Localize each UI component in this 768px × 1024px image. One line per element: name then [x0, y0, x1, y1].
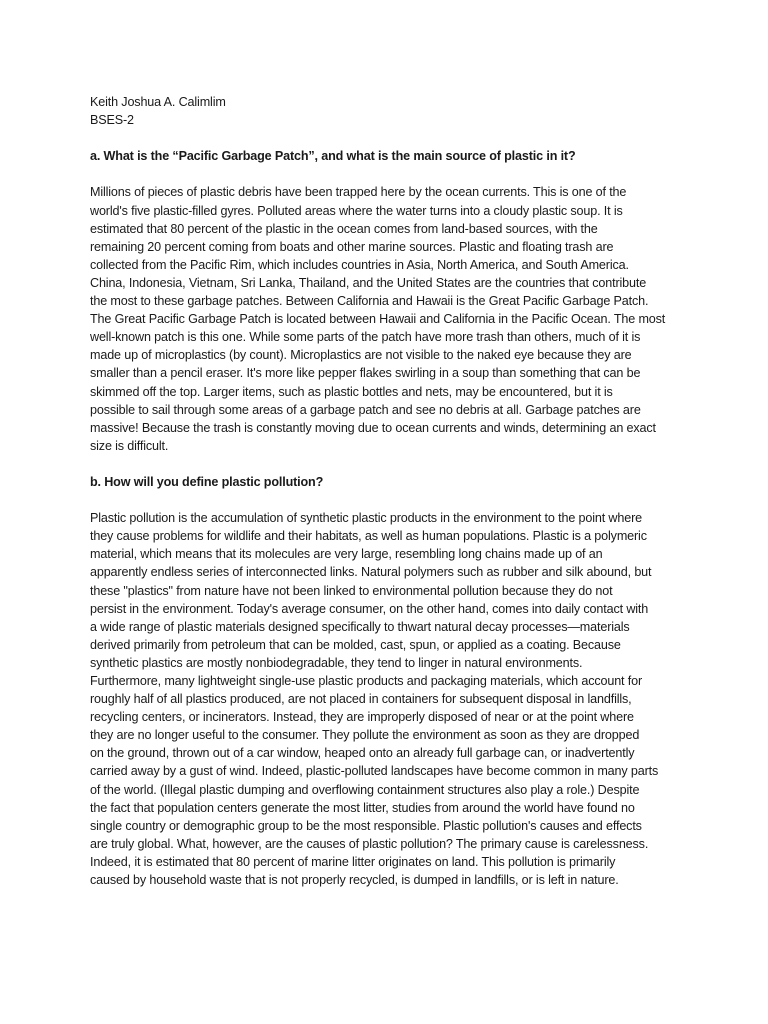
document-body	[90, 93, 690, 889]
answer-b-line: caused by household waste that is not properly recycled, is dumped in landfills, or is left in nature.	[90, 873, 619, 888]
answer-b-line: carried away by a gust of wind. Indeed, plastic-polluted landscapes have become common in many parts	[90, 764, 659, 779]
question-a-heading: a. What is the “Pacific Garbage Patch”, and what is the main source of plastic in it?	[90, 149, 576, 164]
answer-b-line: material, which means that its molecules are very large, resembling long chains made up of an	[90, 547, 603, 562]
answer-b-line: persist in the environment. Today's average consumer, on the other hand, comes into daily contact with	[90, 601, 649, 616]
answer-a-line: remaining 20 percent coming from boats and other marine sources. Plastic and floating trash are	[90, 239, 614, 254]
answer-a-line: massive! Because the trash is constantly moving due to ocean currents and winds, determining an exact	[90, 420, 656, 435]
answer-b-line: the fact that population centers generate the most litter, studies from around the world have found no	[90, 800, 635, 815]
spacer	[90, 129, 690, 147]
answer-b-line: Plastic pollution is the accumulation of synthetic plastic products in the environment to the point where	[90, 511, 642, 526]
answer-b-line: these "plastics" from nature have not been linked to environmental pollution because they do not	[90, 583, 613, 598]
answer-b-line: of the world. (Illegal plastic dumping and overflowing containment structures also play a role.) Despite	[90, 782, 640, 797]
answer-b-line: derived primarily from petroleum that can be molded, cast, spun, or applied as a coating. Because	[90, 637, 621, 652]
answer-a-line: made up of microplastics (by count). Microplastics are not visible to the naked eye because they are	[90, 348, 632, 363]
author-section: BSES-2	[90, 113, 134, 128]
answer-a-line: world's five plastic-filled gyres. Polluted areas where the water turns into a cloudy plastic soup. It is	[90, 203, 623, 218]
answer-b-line: Indeed, it is estimated that 80 percent of marine litter originates on land. This pollution is primarily	[90, 854, 616, 869]
answer-b-line: roughly half of all plastics produced, are not placed in containers for subsequent disposal in landfills,	[90, 692, 632, 707]
answer-b-line: Furthermore, many lightweight single-use plastic products and packaging materials, which account for	[90, 674, 642, 688]
spacer	[90, 455, 690, 473]
answer-b-line: recycling centers, or incinerators. Instead, they are improperly disposed of near or at the point where	[90, 710, 634, 725]
answer-a-line: the most to these garbage patches. Between California and Hawaii is the Great Pacific Garbage Patch.	[90, 294, 649, 309]
answer-a-line: Millions of pieces of plastic debris have been trapped here by the ocean currents. This is one of the	[90, 185, 627, 200]
spacer	[90, 491, 690, 509]
answer-b-line: apparently endless series of interconnected links. Natural polymers such as rubber and silk abound, but	[90, 565, 652, 580]
answer-a-paragraph	[90, 183, 690, 454]
answer-a-line: well-known patch is this one. While some parts of the patch have more trash than others, much of it is	[90, 330, 641, 345]
answer-b-line: a wide range of plastic materials designed specifically to thwart natural decay processes—materials	[90, 619, 630, 634]
answer-b-line: synthetic plastics are mostly nonbiodegradable, they tend to linger in natural environments.	[90, 655, 583, 670]
question-b-heading: b. How will you define plastic pollution?	[90, 474, 324, 489]
author-name: Keith Joshua A. Calimlim	[90, 95, 226, 109]
answer-b-line: they are no longer useful to the consumer. They pollute the environment as soon as they are dropped	[90, 728, 640, 743]
answer-b-line: on the ground, thrown out of a car window, heaped onto an already full garbage can, or inadvertently	[90, 746, 635, 761]
answer-b-line: single country or demographic group to be the most responsible. Plastic pollution's causes and effects	[90, 818, 642, 833]
answer-a-line: smaller than a pencil eraser. It's more like pepper flakes swirling in a soup than something that can be	[90, 366, 641, 381]
answer-a-line: estimated that 80 percent of the plastic in the ocean comes from land-based sources, with the	[90, 221, 598, 236]
spacer	[90, 165, 690, 183]
answer-a-line: collected from the Pacific Rim, which includes countries in Asia, North America, and South America.	[90, 257, 629, 272]
answer-a-line: possible to sail through some areas of a garbage patch and see no debris at all. Garbage patches are	[90, 402, 641, 417]
answer-a-line: skimmed off the top. Larger items, such as plastic bottles and nets, may be encountered, but it is	[90, 384, 613, 399]
answer-b-line: they cause problems for wildlife and their habitats, as well as human populations. Plastic is a polymeric	[90, 529, 647, 544]
answer-a-line: China, Indonesia, Vietnam, Sri Lanka, Thailand, and the United States are the countries that contribute	[90, 275, 647, 290]
answer-a-line: size is difficult.	[90, 438, 169, 453]
answer-b-line: are truly global. What, however, are the causes of plastic pollution? The primary cause is carelessness.	[90, 836, 649, 851]
answer-b-paragraph	[90, 509, 690, 889]
answer-a-line: The Great Pacific Garbage Patch is located between Hawaii and California in the Pacific Ocean. The most	[90, 312, 666, 327]
